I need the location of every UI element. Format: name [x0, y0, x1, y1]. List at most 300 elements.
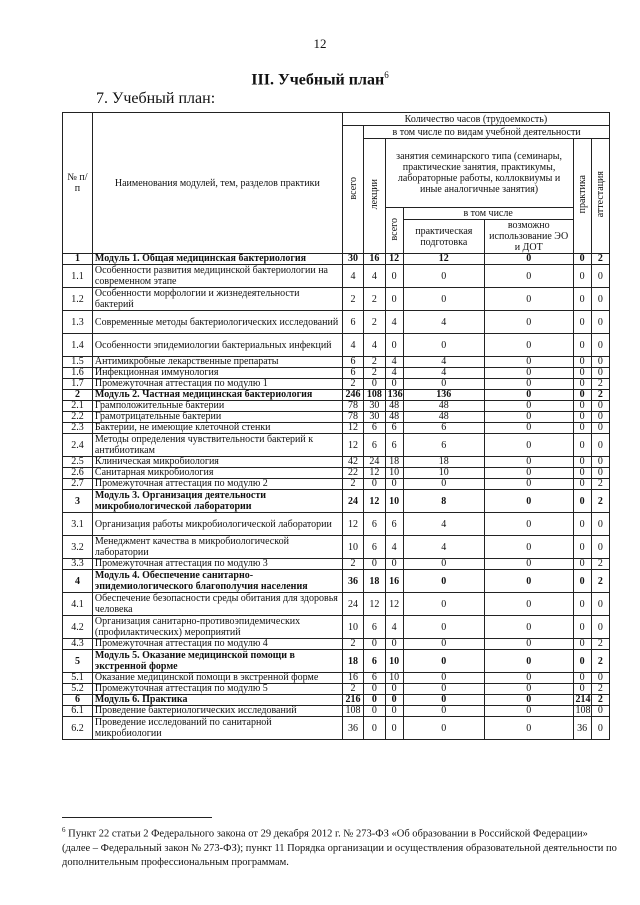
row-seminar-total: 4: [385, 536, 403, 559]
row-practical: 4: [403, 513, 484, 536]
row-remote: 0: [484, 695, 573, 706]
row-total: 2: [342, 639, 363, 650]
row-lectures: 0: [364, 479, 385, 490]
row-seminar-total: 10: [385, 490, 403, 513]
header-attestation: [591, 139, 609, 254]
row-lectures: 0: [364, 706, 385, 717]
row-name: Модуль 6. Практика: [92, 695, 342, 706]
row-total: 30: [342, 254, 363, 265]
row-lectures: 24: [364, 457, 385, 468]
row-number: 3: [63, 490, 93, 513]
row-name: Бактерии, не имеющие клеточной стенки: [92, 423, 342, 434]
table-row: [63, 593, 610, 616]
row-lectures: 4: [364, 334, 385, 357]
row-practical: 0: [403, 616, 484, 639]
header-practice: [573, 139, 591, 254]
table-row: [63, 513, 610, 536]
row-attestation: 2: [591, 695, 609, 706]
row-total: 2: [342, 288, 363, 311]
row-remote: 0: [484, 412, 573, 423]
row-attestation: 2: [591, 559, 609, 570]
row-number: 1.1: [63, 265, 93, 288]
row-practice: 0: [573, 434, 591, 457]
row-name: Промежуточная аттестация по модулю 4: [92, 639, 342, 650]
row-remote: 0: [484, 513, 573, 536]
row-total: 108: [342, 706, 363, 717]
curriculum-body: [63, 254, 610, 740]
row-remote: 0: [484, 706, 573, 717]
row-number: 5.1: [63, 673, 93, 684]
row-practice: 0: [573, 457, 591, 468]
row-lectures: 108: [364, 390, 385, 401]
row-total: 2: [342, 559, 363, 570]
row-seminar-total: 6: [385, 434, 403, 457]
row-practical: 0: [403, 695, 484, 706]
row-name: Промежуточная аттестация по модулю 3: [92, 559, 342, 570]
row-practice: 0: [573, 254, 591, 265]
row-practical: 136: [403, 390, 484, 401]
row-attestation: 2: [591, 650, 609, 673]
table-row: [63, 334, 610, 357]
row-number: 4.1: [63, 593, 93, 616]
row-attestation: 2: [591, 479, 609, 490]
row-seminar-total: 10: [385, 468, 403, 479]
header-seminar-total-text: всего: [388, 217, 400, 241]
row-seminar-total: 48: [385, 412, 403, 423]
section-title: [0, 70, 640, 89]
row-practice: 0: [573, 650, 591, 673]
row-remote: 0: [484, 536, 573, 559]
row-number: 2.4: [63, 434, 93, 457]
row-name: Методы определения чувствительности бактерий к антибиотикам: [92, 434, 342, 457]
row-attestation: 2: [591, 684, 609, 695]
row-total: 36: [342, 717, 363, 740]
row-seminar-total: 0: [385, 334, 403, 357]
row-remote: 0: [484, 423, 573, 434]
row-attestation: 2: [591, 379, 609, 390]
row-name: Проведение исследований по санитарной микробиологии: [92, 717, 342, 740]
row-total: 6: [342, 311, 363, 334]
row-attestation: 2: [591, 254, 609, 265]
row-name: Модуль 4. Обеспечение санитарно-эпидемиологического благополучия населения: [92, 570, 342, 593]
header-practical: практическая подготовка: [403, 220, 484, 254]
row-remote: 0: [484, 673, 573, 684]
row-practical: 0: [403, 684, 484, 695]
row-practical: 0: [403, 479, 484, 490]
row-number: 2.3: [63, 423, 93, 434]
row-practice: 0: [573, 311, 591, 334]
row-practice: 108: [573, 706, 591, 717]
row-total: 24: [342, 593, 363, 616]
row-lectures: 0: [364, 379, 385, 390]
row-number: 2.7: [63, 479, 93, 490]
row-practical: 0: [403, 717, 484, 740]
row-name: Модуль 1. Общая медицинская бактериология: [92, 254, 342, 265]
row-total: 6: [342, 368, 363, 379]
row-practical: 6: [403, 423, 484, 434]
row-practical: 0: [403, 334, 484, 357]
curriculum-table: [62, 112, 610, 740]
module-row: [63, 570, 610, 593]
row-number: 1.6: [63, 368, 93, 379]
table-row: [63, 536, 610, 559]
row-name: Современные методы бактериологических исследований: [92, 311, 342, 334]
row-lectures: 30: [364, 401, 385, 412]
row-total: 2: [342, 479, 363, 490]
row-lectures: 6: [364, 434, 385, 457]
row-remote: 0: [484, 650, 573, 673]
row-lectures: 6: [364, 650, 385, 673]
row-remote: 0: [484, 490, 573, 513]
row-practice: 0: [573, 559, 591, 570]
row-name: Антимикробные лекарственные препараты: [92, 357, 342, 368]
row-total: 24: [342, 490, 363, 513]
row-total: 18: [342, 650, 363, 673]
row-practical: 48: [403, 412, 484, 423]
row-remote: 0: [484, 684, 573, 695]
row-remote: 0: [484, 334, 573, 357]
header-including: в том числе: [403, 208, 573, 220]
row-attestation: 2: [591, 390, 609, 401]
row-total: 16: [342, 673, 363, 684]
header-lectures-text: лекции: [368, 179, 380, 210]
row-lectures: 6: [364, 423, 385, 434]
row-name: Промежуточная аттестация по модулю 1: [92, 379, 342, 390]
row-practice: 0: [573, 379, 591, 390]
row-seminar-total: 4: [385, 368, 403, 379]
row-name: Особенности эпидемиологии бактериальных инфекций: [92, 334, 342, 357]
row-practice: 0: [573, 423, 591, 434]
row-seminar-total: 0: [385, 379, 403, 390]
row-number: 2.6: [63, 468, 93, 479]
row-seminar-total: 0: [385, 479, 403, 490]
table-row: [63, 684, 610, 695]
row-number: 1.5: [63, 357, 93, 368]
row-lectures: 0: [364, 717, 385, 740]
row-total: 246: [342, 390, 363, 401]
row-practice: 214: [573, 695, 591, 706]
row-number: 1: [63, 254, 93, 265]
row-practical: 0: [403, 570, 484, 593]
row-practice: 0: [573, 265, 591, 288]
table-row: [63, 639, 610, 650]
row-number: 1.7: [63, 379, 93, 390]
row-lectures: 0: [364, 559, 385, 570]
row-total: 2: [342, 379, 363, 390]
row-practice: 0: [573, 401, 591, 412]
row-total: 4: [342, 334, 363, 357]
row-attestation: 0: [591, 468, 609, 479]
table-row: [63, 706, 610, 717]
row-seminar-total: 0: [385, 684, 403, 695]
row-practice: 0: [573, 570, 591, 593]
row-practical: 0: [403, 673, 484, 684]
row-attestation: 0: [591, 706, 609, 717]
row-seminar-total: 6: [385, 423, 403, 434]
row-number: 1.4: [63, 334, 93, 357]
row-practice: 0: [573, 334, 591, 357]
row-practice: 36: [573, 717, 591, 740]
row-number: 3.2: [63, 536, 93, 559]
row-attestation: 0: [591, 334, 609, 357]
header-total-text: всего: [347, 176, 359, 200]
header-hours: Количество часов (трудоемкость): [342, 113, 609, 126]
table-row: [63, 311, 610, 334]
row-remote: 0: [484, 311, 573, 334]
row-practical: 0: [403, 288, 484, 311]
row-attestation: 0: [591, 412, 609, 423]
row-seminar-total: 10: [385, 650, 403, 673]
subtitle: 7. Учебный план:: [96, 90, 216, 107]
row-lectures: 12: [364, 468, 385, 479]
table-row: [63, 379, 610, 390]
row-total: 12: [342, 423, 363, 434]
row-name: Клиническая микробиология: [92, 457, 342, 468]
table-row: [63, 434, 610, 457]
row-lectures: 2: [364, 311, 385, 334]
row-name: Организация работы микробиологической лаборатории: [92, 513, 342, 536]
row-attestation: 0: [591, 536, 609, 559]
row-remote: 0: [484, 468, 573, 479]
row-remote: 0: [484, 254, 573, 265]
row-seminar-total: 6: [385, 513, 403, 536]
row-attestation: 0: [591, 401, 609, 412]
section-title-footnote-ref: 6: [384, 70, 389, 80]
table-row: [63, 265, 610, 288]
header-seminar: занятия семинарского типа (семинары, практические занятия, практикумы, лабораторные работы, коллоквиумы и иные аналогичные занятия): [385, 139, 573, 208]
row-lectures: 2: [364, 288, 385, 311]
row-practice: 0: [573, 513, 591, 536]
row-number: 2.1: [63, 401, 93, 412]
row-practice: 0: [573, 468, 591, 479]
row-number: 3.1: [63, 513, 93, 536]
header-total: [342, 126, 363, 254]
row-attestation: 0: [591, 457, 609, 468]
row-seminar-total: 0: [385, 265, 403, 288]
table-row: [63, 288, 610, 311]
row-seminar-total: 0: [385, 559, 403, 570]
row-lectures: 4: [364, 265, 385, 288]
row-lectures: 16: [364, 254, 385, 265]
row-seminar-total: 0: [385, 706, 403, 717]
row-name: Промежуточная аттестация по модулю 2: [92, 479, 342, 490]
row-practical: 4: [403, 536, 484, 559]
row-number: 2.2: [63, 412, 93, 423]
row-name: Инфекционная иммунология: [92, 368, 342, 379]
row-number: 2.5: [63, 457, 93, 468]
row-remote: 0: [484, 368, 573, 379]
row-total: 36: [342, 570, 363, 593]
row-remote: 0: [484, 401, 573, 412]
row-attestation: 0: [591, 434, 609, 457]
row-total: 42: [342, 457, 363, 468]
row-name: Модуль 2. Частная медицинская бактериология: [92, 390, 342, 401]
row-remote: 0: [484, 616, 573, 639]
row-attestation: 0: [591, 368, 609, 379]
row-lectures: 6: [364, 616, 385, 639]
row-attestation: 0: [591, 717, 609, 740]
table-row: [63, 368, 610, 379]
row-practice: 0: [573, 536, 591, 559]
row-seminar-total: 48: [385, 401, 403, 412]
row-number: 1.3: [63, 311, 93, 334]
row-seminar-total: 4: [385, 311, 403, 334]
row-total: 78: [342, 401, 363, 412]
row-seminar-total: 4: [385, 357, 403, 368]
module-row: [63, 254, 610, 265]
module-row: [63, 390, 610, 401]
row-remote: 0: [484, 265, 573, 288]
footnote-text: Пункт 22 статьи 2 Федерального закона от 29 декабря 2012 г. № 273-ФЗ «Об образовании в Российской Федерации» (далее – Федеральный закон № 273-ФЗ); пункт 11 Порядка организации и осуществления образовательной деятельности по дополнительным профессиональным программам.: [62, 828, 617, 868]
row-attestation: 0: [591, 311, 609, 334]
row-practical: 10: [403, 468, 484, 479]
row-practical: 4: [403, 368, 484, 379]
row-lectures: 6: [364, 673, 385, 684]
header-name: Наименования модулей, тем, разделов практики: [92, 113, 342, 254]
row-attestation: 2: [591, 570, 609, 593]
row-total: 6: [342, 357, 363, 368]
row-remote: 0: [484, 357, 573, 368]
footnote: [62, 823, 618, 870]
row-practical: 12: [403, 254, 484, 265]
row-lectures: 2: [364, 368, 385, 379]
header-remote: возможно использование ЭО и ДОТ: [484, 220, 573, 254]
row-attestation: 0: [591, 288, 609, 311]
header-num: № п/п: [63, 113, 93, 254]
row-number: 5: [63, 650, 93, 673]
row-seminar-total: 0: [385, 695, 403, 706]
row-total: 12: [342, 434, 363, 457]
row-name: Менеджмент качества в микробиологической лаборатории: [92, 536, 342, 559]
row-total: 2: [342, 684, 363, 695]
row-practice: 0: [573, 390, 591, 401]
row-seminar-total: 0: [385, 717, 403, 740]
header-lectures: [364, 139, 385, 254]
row-name: Санитарная микробиология: [92, 468, 342, 479]
row-total: 4: [342, 265, 363, 288]
row-lectures: 0: [364, 684, 385, 695]
row-lectures: 2: [364, 357, 385, 368]
table-row: [63, 673, 610, 684]
row-practical: 6: [403, 434, 484, 457]
row-lectures: 0: [364, 695, 385, 706]
row-name: Оказание медицинской помощи в экстренной форме: [92, 673, 342, 684]
row-remote: 0: [484, 570, 573, 593]
row-practical: 0: [403, 379, 484, 390]
row-number: 5.2: [63, 684, 93, 695]
row-remote: 0: [484, 593, 573, 616]
row-practical: 4: [403, 311, 484, 334]
row-remote: 0: [484, 457, 573, 468]
row-practice: 0: [573, 673, 591, 684]
table-row: [63, 412, 610, 423]
row-attestation: 0: [591, 616, 609, 639]
row-attestation: 0: [591, 423, 609, 434]
page-number: 12: [313, 36, 327, 51]
row-remote: 0: [484, 434, 573, 457]
row-total: 12: [342, 513, 363, 536]
table-row: [63, 717, 610, 740]
table-row: [63, 457, 610, 468]
row-attestation: 2: [591, 490, 609, 513]
row-attestation: 0: [591, 673, 609, 684]
row-lectures: 6: [364, 513, 385, 536]
row-practice: 0: [573, 593, 591, 616]
row-name: Обеспечение безопасности среды обитания для здоровья человека: [92, 593, 342, 616]
row-number: 2: [63, 390, 93, 401]
row-practice: 0: [573, 490, 591, 513]
row-remote: 0: [484, 559, 573, 570]
row-lectures: 12: [364, 490, 385, 513]
row-name: Модуль 5. Оказание медицинской помощи в экстренной форме: [92, 650, 342, 673]
row-practical: 0: [403, 650, 484, 673]
row-practical: 8: [403, 490, 484, 513]
row-number: 1.2: [63, 288, 93, 311]
row-practical: 0: [403, 593, 484, 616]
row-seminar-total: 12: [385, 593, 403, 616]
module-row: [63, 650, 610, 673]
row-name: Грамположительные бактерии: [92, 401, 342, 412]
row-seminar-total: 4: [385, 616, 403, 639]
row-name: Проведение бактериологических исследований: [92, 706, 342, 717]
table-row: [63, 479, 610, 490]
row-practical: 0: [403, 706, 484, 717]
row-total: 22: [342, 468, 363, 479]
row-name: Грамотрицательные бактерии: [92, 412, 342, 423]
row-remote: 0: [484, 390, 573, 401]
row-practice: 0: [573, 368, 591, 379]
header-by-activity: в том числе по видам учебной деятельности: [364, 126, 610, 139]
row-practical: 48: [403, 401, 484, 412]
row-remote: 0: [484, 379, 573, 390]
footnote-divider: [62, 817, 212, 818]
row-lectures: 18: [364, 570, 385, 593]
row-name: Промежуточная аттестация по модулю 5: [92, 684, 342, 695]
table-row: [63, 559, 610, 570]
row-lectures: 0: [364, 639, 385, 650]
row-practice: 0: [573, 684, 591, 695]
row-seminar-total: 0: [385, 639, 403, 650]
row-seminar-total: 16: [385, 570, 403, 593]
table-row: [63, 468, 610, 479]
row-seminar-total: 0: [385, 288, 403, 311]
row-total: 10: [342, 536, 363, 559]
row-number: 6.2: [63, 717, 93, 740]
row-total: 10: [342, 616, 363, 639]
row-name: Особенности морфологии и жизнедеятельности бактерий: [92, 288, 342, 311]
row-practice: 0: [573, 479, 591, 490]
row-practical: 0: [403, 639, 484, 650]
row-practical: 4: [403, 357, 484, 368]
row-seminar-total: 10: [385, 673, 403, 684]
row-total: 216: [342, 695, 363, 706]
row-number: 4.3: [63, 639, 93, 650]
row-seminar-total: 136: [385, 390, 403, 401]
row-lectures: 6: [364, 536, 385, 559]
row-lectures: 12: [364, 593, 385, 616]
row-number: 4.2: [63, 616, 93, 639]
row-name: Особенности развития медицинской бактериологии на современном этапе: [92, 265, 342, 288]
row-seminar-total: 12: [385, 254, 403, 265]
row-practical: 0: [403, 265, 484, 288]
row-remote: 0: [484, 717, 573, 740]
table-row: [63, 401, 610, 412]
header-practice-text: практика: [576, 175, 588, 214]
section-title-text: III. Учебный план: [251, 71, 385, 89]
table-row: [63, 357, 610, 368]
row-name: Организация санитарно-противоэпидемических (профилактических) мероприятий: [92, 616, 342, 639]
table-row: [63, 616, 610, 639]
